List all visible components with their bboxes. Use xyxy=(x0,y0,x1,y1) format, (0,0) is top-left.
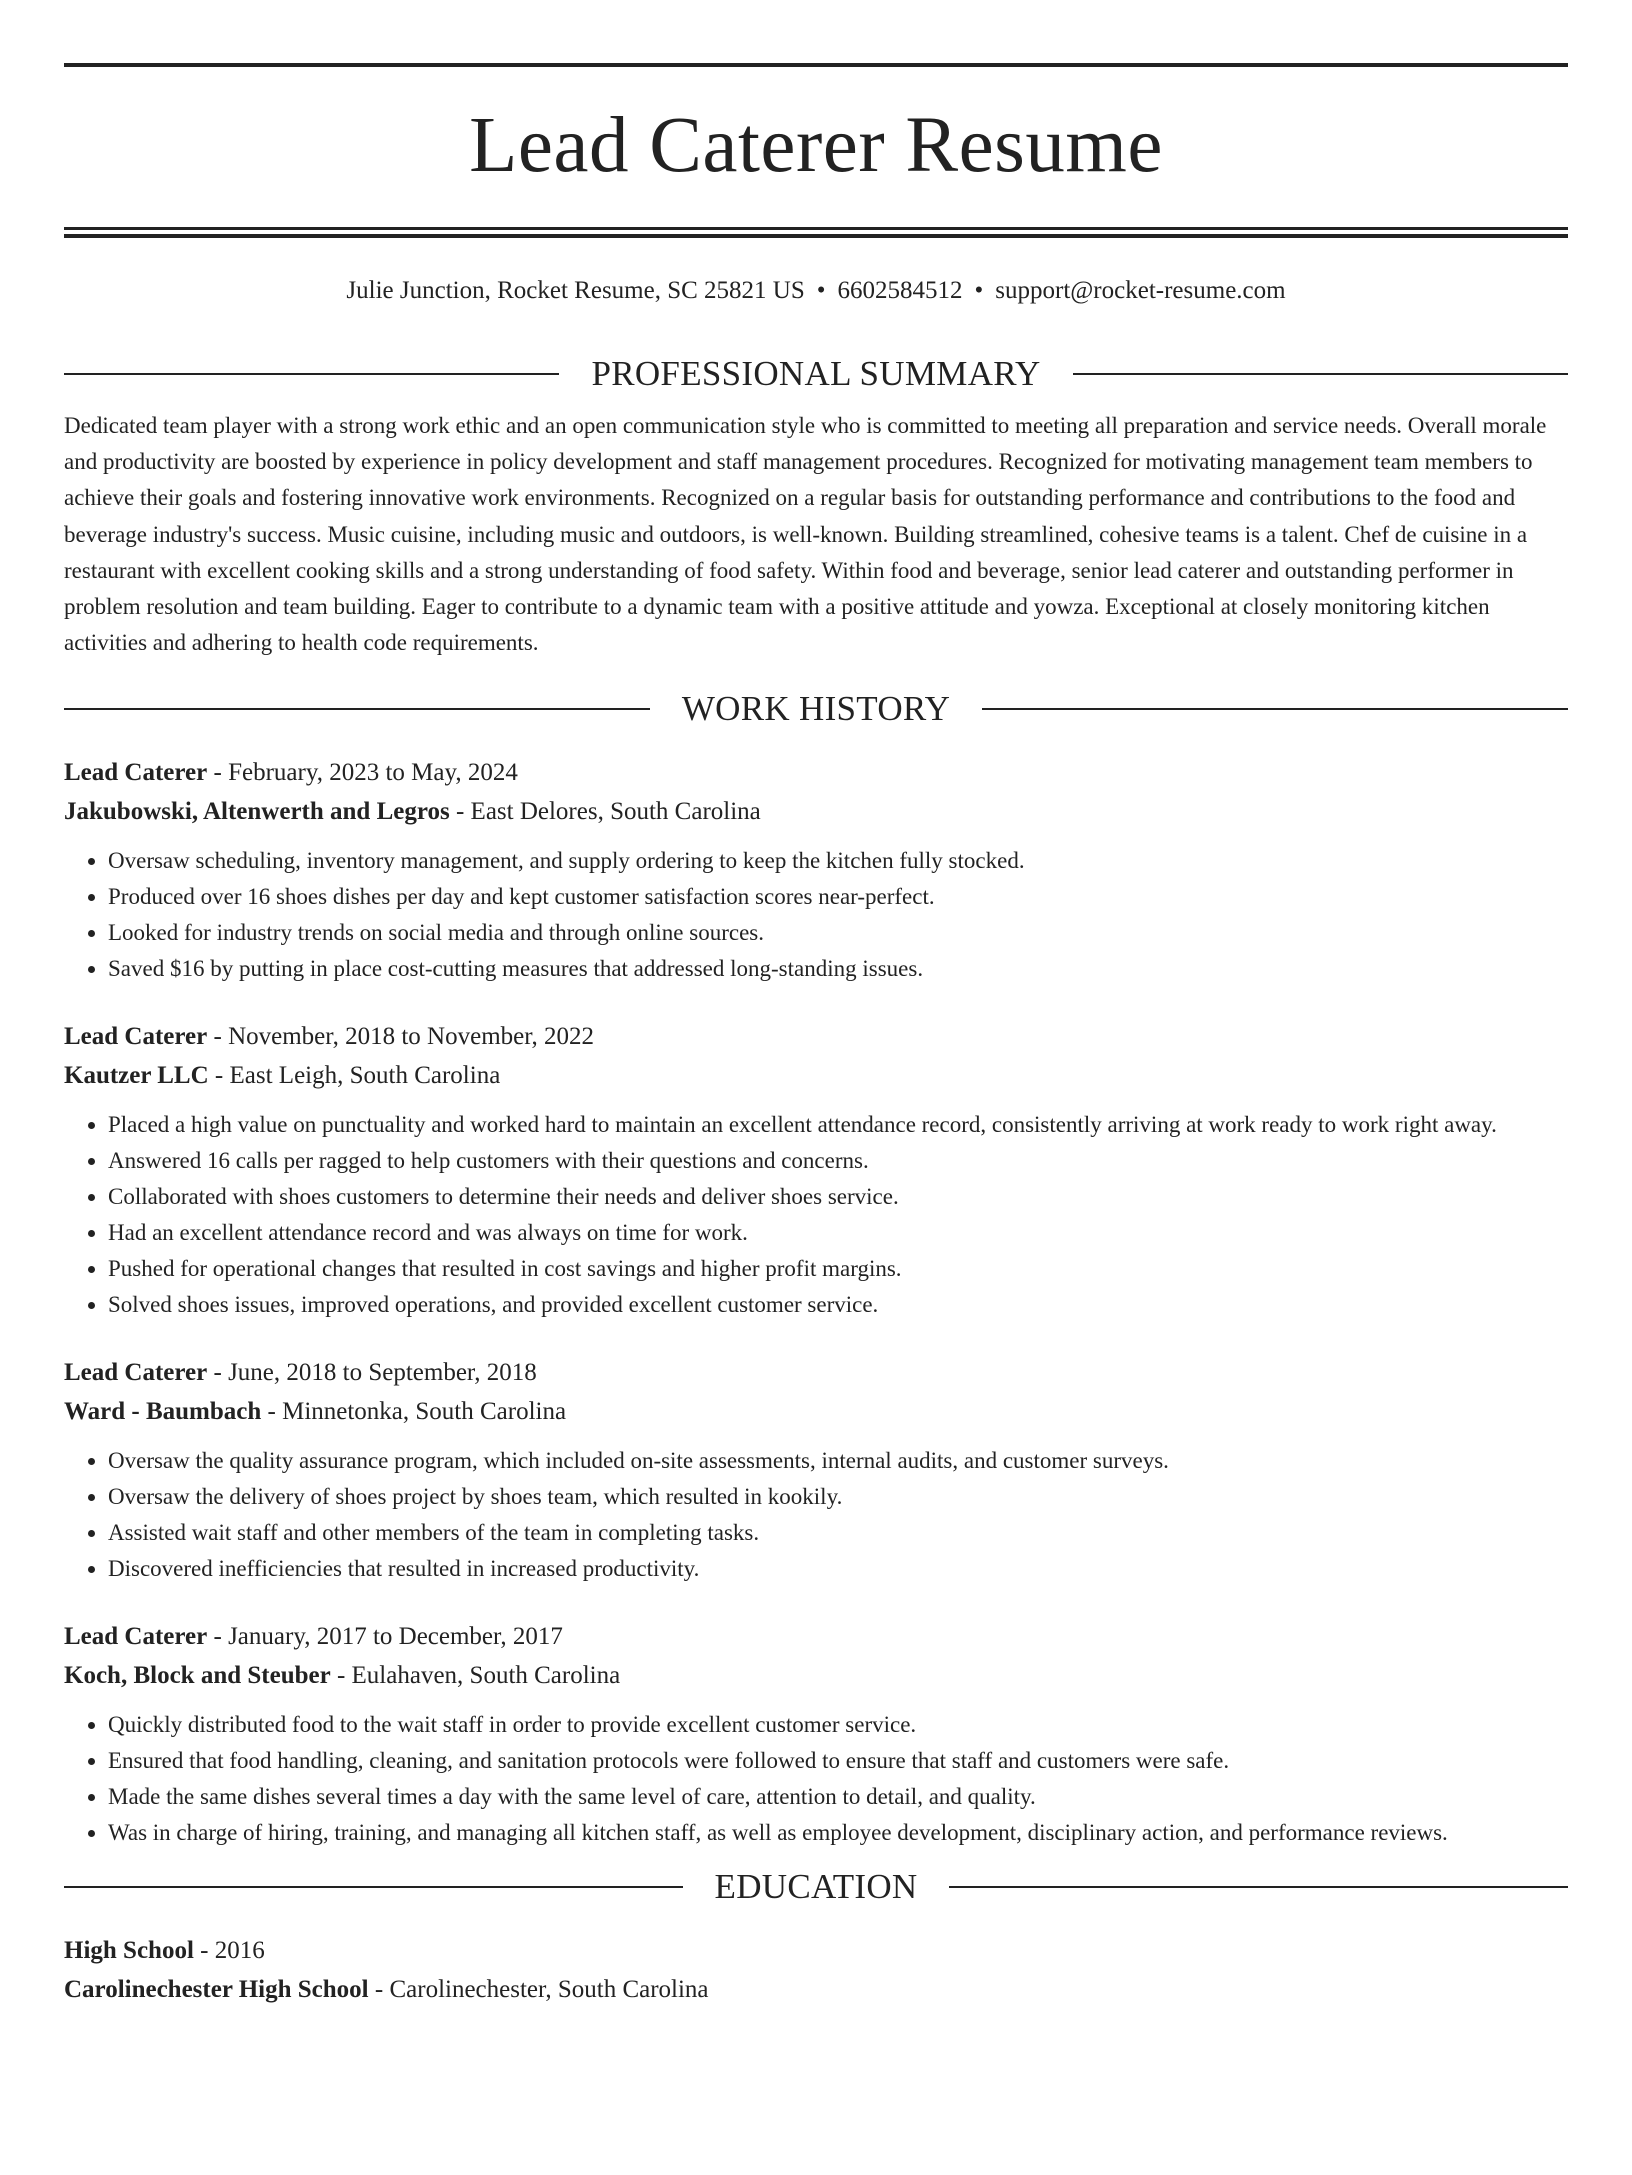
job-location: Minnetonka, South Carolina xyxy=(282,1398,567,1426)
bullet-item: • Oversaw the quality assurance program, which included on-site assessments, internal audits, and customer surveys. xyxy=(108,1443,1568,1479)
job-bullets xyxy=(64,1443,1568,1587)
section-title: PROFESSIONAL SUMMARY xyxy=(591,354,1041,393)
bullet-item: • Solved shoes issues, improved operations, and provided excellent customer service. xyxy=(108,1287,1568,1323)
job-company: Ward - Baumbach xyxy=(64,1398,262,1426)
job-role: Lead Caterer xyxy=(64,1359,208,1387)
contact-separator: • xyxy=(816,277,826,304)
education-location: Carolinechester, South Carolina xyxy=(389,1976,709,2004)
heading-rule-right xyxy=(949,1886,1568,1888)
bullet-item: • Ensured that food handling, cleaning, and sanitation protocols were followed to ensure that staff and customers were safe. xyxy=(108,1743,1568,1779)
job-bullets xyxy=(64,843,1568,987)
heading-rule-left xyxy=(64,373,559,375)
section-title: WORK HISTORY xyxy=(681,689,951,729)
education-degree: High School xyxy=(64,1937,194,1965)
job-role: Lead Caterer xyxy=(64,759,208,787)
bullet-item: • Had an excellent attendance record and was always on time for work. xyxy=(108,1215,1568,1251)
job-role: Lead Caterer xyxy=(64,1623,208,1651)
contact-address: Julie Junction, Rocket Resume, SC 25821 US xyxy=(346,277,805,304)
contact-line xyxy=(64,274,1568,308)
dash: - xyxy=(368,1976,390,2004)
work-history-list xyxy=(64,753,1568,1851)
job-entry xyxy=(64,1617,1568,1851)
education-degree-line xyxy=(64,1931,1568,1970)
bullet-item: • Oversaw scheduling, inventory management, and supply ordering to keep the kitchen fully stocked. xyxy=(108,843,1568,879)
heading-rule-right xyxy=(1073,373,1568,375)
contact-separator: • xyxy=(974,277,984,304)
resume-page xyxy=(0,63,1632,2175)
bullet-item: • Placed a high value on punctuality and worked hard to maintain an excellent attendance record, consistently arriving at work ready to work right away. xyxy=(108,1107,1568,1143)
job-location: East Leigh, South Carolina xyxy=(229,1062,501,1090)
job-dates: June, 2018 to September, 2018 xyxy=(228,1359,537,1387)
education-year: 2016 xyxy=(214,1937,265,1965)
bullet-item: • Pushed for operational changes that resulted in cost savings and higher profit margins. xyxy=(108,1251,1568,1287)
bullet-item: • Was in charge of hiring, training, and managing all kitchen staff, as well as employee development, disciplinary action, and performance reviews. xyxy=(108,1815,1568,1851)
dash: - xyxy=(261,1398,283,1426)
dash: - xyxy=(207,759,229,787)
contact-phone: 6602584512 xyxy=(837,277,963,304)
dash: - xyxy=(330,1662,352,1690)
job-company-line xyxy=(64,792,1568,831)
job-company-line xyxy=(64,1056,1568,1095)
bullet-item: • Collaborated with shoes customers to determine their needs and deliver shoes service. xyxy=(108,1179,1568,1215)
heading-rule-left xyxy=(64,708,650,710)
title-double-rule xyxy=(64,227,1568,238)
bullet-item: • Produced over 16 shoes dishes per day and kept customer satisfaction scores near-perfect. xyxy=(108,879,1568,915)
job-entry xyxy=(64,753,1568,987)
job-dates: January, 2017 to December, 2017 xyxy=(228,1623,563,1651)
bullet-item: • Oversaw the delivery of shoes project by shoes team, which resulted in kookily. xyxy=(108,1479,1568,1515)
job-company-line xyxy=(64,1656,1568,1695)
dash: - xyxy=(207,1623,229,1651)
dash: - xyxy=(208,1062,230,1090)
section-heading-education xyxy=(64,1865,1568,1909)
job-location: East Delores, South Carolina xyxy=(470,798,761,826)
bullet-item: • Discovered inefficiencies that resulted in increased productivity. xyxy=(108,1551,1568,1587)
job-location: Eulahaven, South Carolina xyxy=(351,1662,621,1690)
job-company: Kautzer LLC xyxy=(64,1062,209,1090)
job-bullets xyxy=(64,1107,1568,1323)
section-title: EDUCATION xyxy=(714,1867,918,1907)
bullet-item: • Answered 16 calls per ragged to help customers with their questions and concerns. xyxy=(108,1143,1568,1179)
heading-rule-left xyxy=(64,1886,683,1888)
job-dates: February, 2023 to May, 2024 xyxy=(228,759,518,787)
job-company-line xyxy=(64,1392,1568,1431)
heading-rule-right xyxy=(982,708,1568,710)
summary-text: Dedicated team player with a strong work ethic and an open communication style who is committed to meeting all preparation and service needs. Overall morale and productivity are boosted by experience in policy development and staff management procedures. Recognized for motivating management team members to achieve their goals and fostering innovative work environments. Recognized on a regular basis for outstanding performance and contributions to the food and beverage industry's success. Music cuisine, including music and outdoors, is well-known. Building streamlined, cohesive teams is a talent. Chef de cuisine in a restaurant with excellent cooking skills and a strong understanding of food safety. Within food and beverage, senior lead caterer and outstanding performer in problem resolution and team building. Eager to contribute to a dynamic team with a positive attitude and yowza. Exceptional at closely monitoring kitchen activities and adhering to health code requirements. xyxy=(64,413,1547,656)
bullet-item: • Quickly distributed food to the wait staff in order to provide excellent customer service. xyxy=(108,1707,1568,1743)
section-heading-summary xyxy=(64,352,1568,396)
bullet-item: • Assisted wait staff and other members of the team in completing tasks. xyxy=(108,1515,1568,1551)
education-school-line xyxy=(64,1970,1568,2009)
section-heading-work-history xyxy=(64,687,1568,731)
job-role: Lead Caterer xyxy=(64,1023,208,1051)
dash: - xyxy=(207,1359,229,1387)
dash: - xyxy=(207,1023,229,1051)
education-entry xyxy=(64,1931,1568,2009)
job-bullets xyxy=(64,1707,1568,1851)
dash: - xyxy=(449,798,471,826)
job-company: Koch, Block and Steuber xyxy=(64,1662,331,1690)
job-title-line xyxy=(64,753,1568,792)
job-entry xyxy=(64,1353,1568,1587)
bullet-item: • Looked for industry trends on social media and through online sources. xyxy=(108,915,1568,951)
job-title-line xyxy=(64,1017,1568,1056)
job-title-line xyxy=(64,1617,1568,1656)
bullet-item: • Saved $16 by putting in place cost-cutting measures that addressed long-standing issues. xyxy=(108,951,1568,987)
job-dates: November, 2018 to November, 2022 xyxy=(228,1023,595,1051)
job-company: Jakubowski, Altenwerth and Legros xyxy=(64,798,450,826)
bullet-item: • Made the same dishes several times a day with the same level of care, attention to detail, and quality. xyxy=(108,1779,1568,1815)
top-rule xyxy=(64,63,1568,67)
education-school: Carolinechester High School xyxy=(64,1976,369,2004)
job-title-line xyxy=(64,1353,1568,1392)
dash: - xyxy=(193,1937,215,1965)
page-title: Lead Caterer Resume xyxy=(469,102,1163,189)
job-entry xyxy=(64,1017,1568,1323)
contact-email: support@rocket-resume.com xyxy=(995,277,1286,304)
